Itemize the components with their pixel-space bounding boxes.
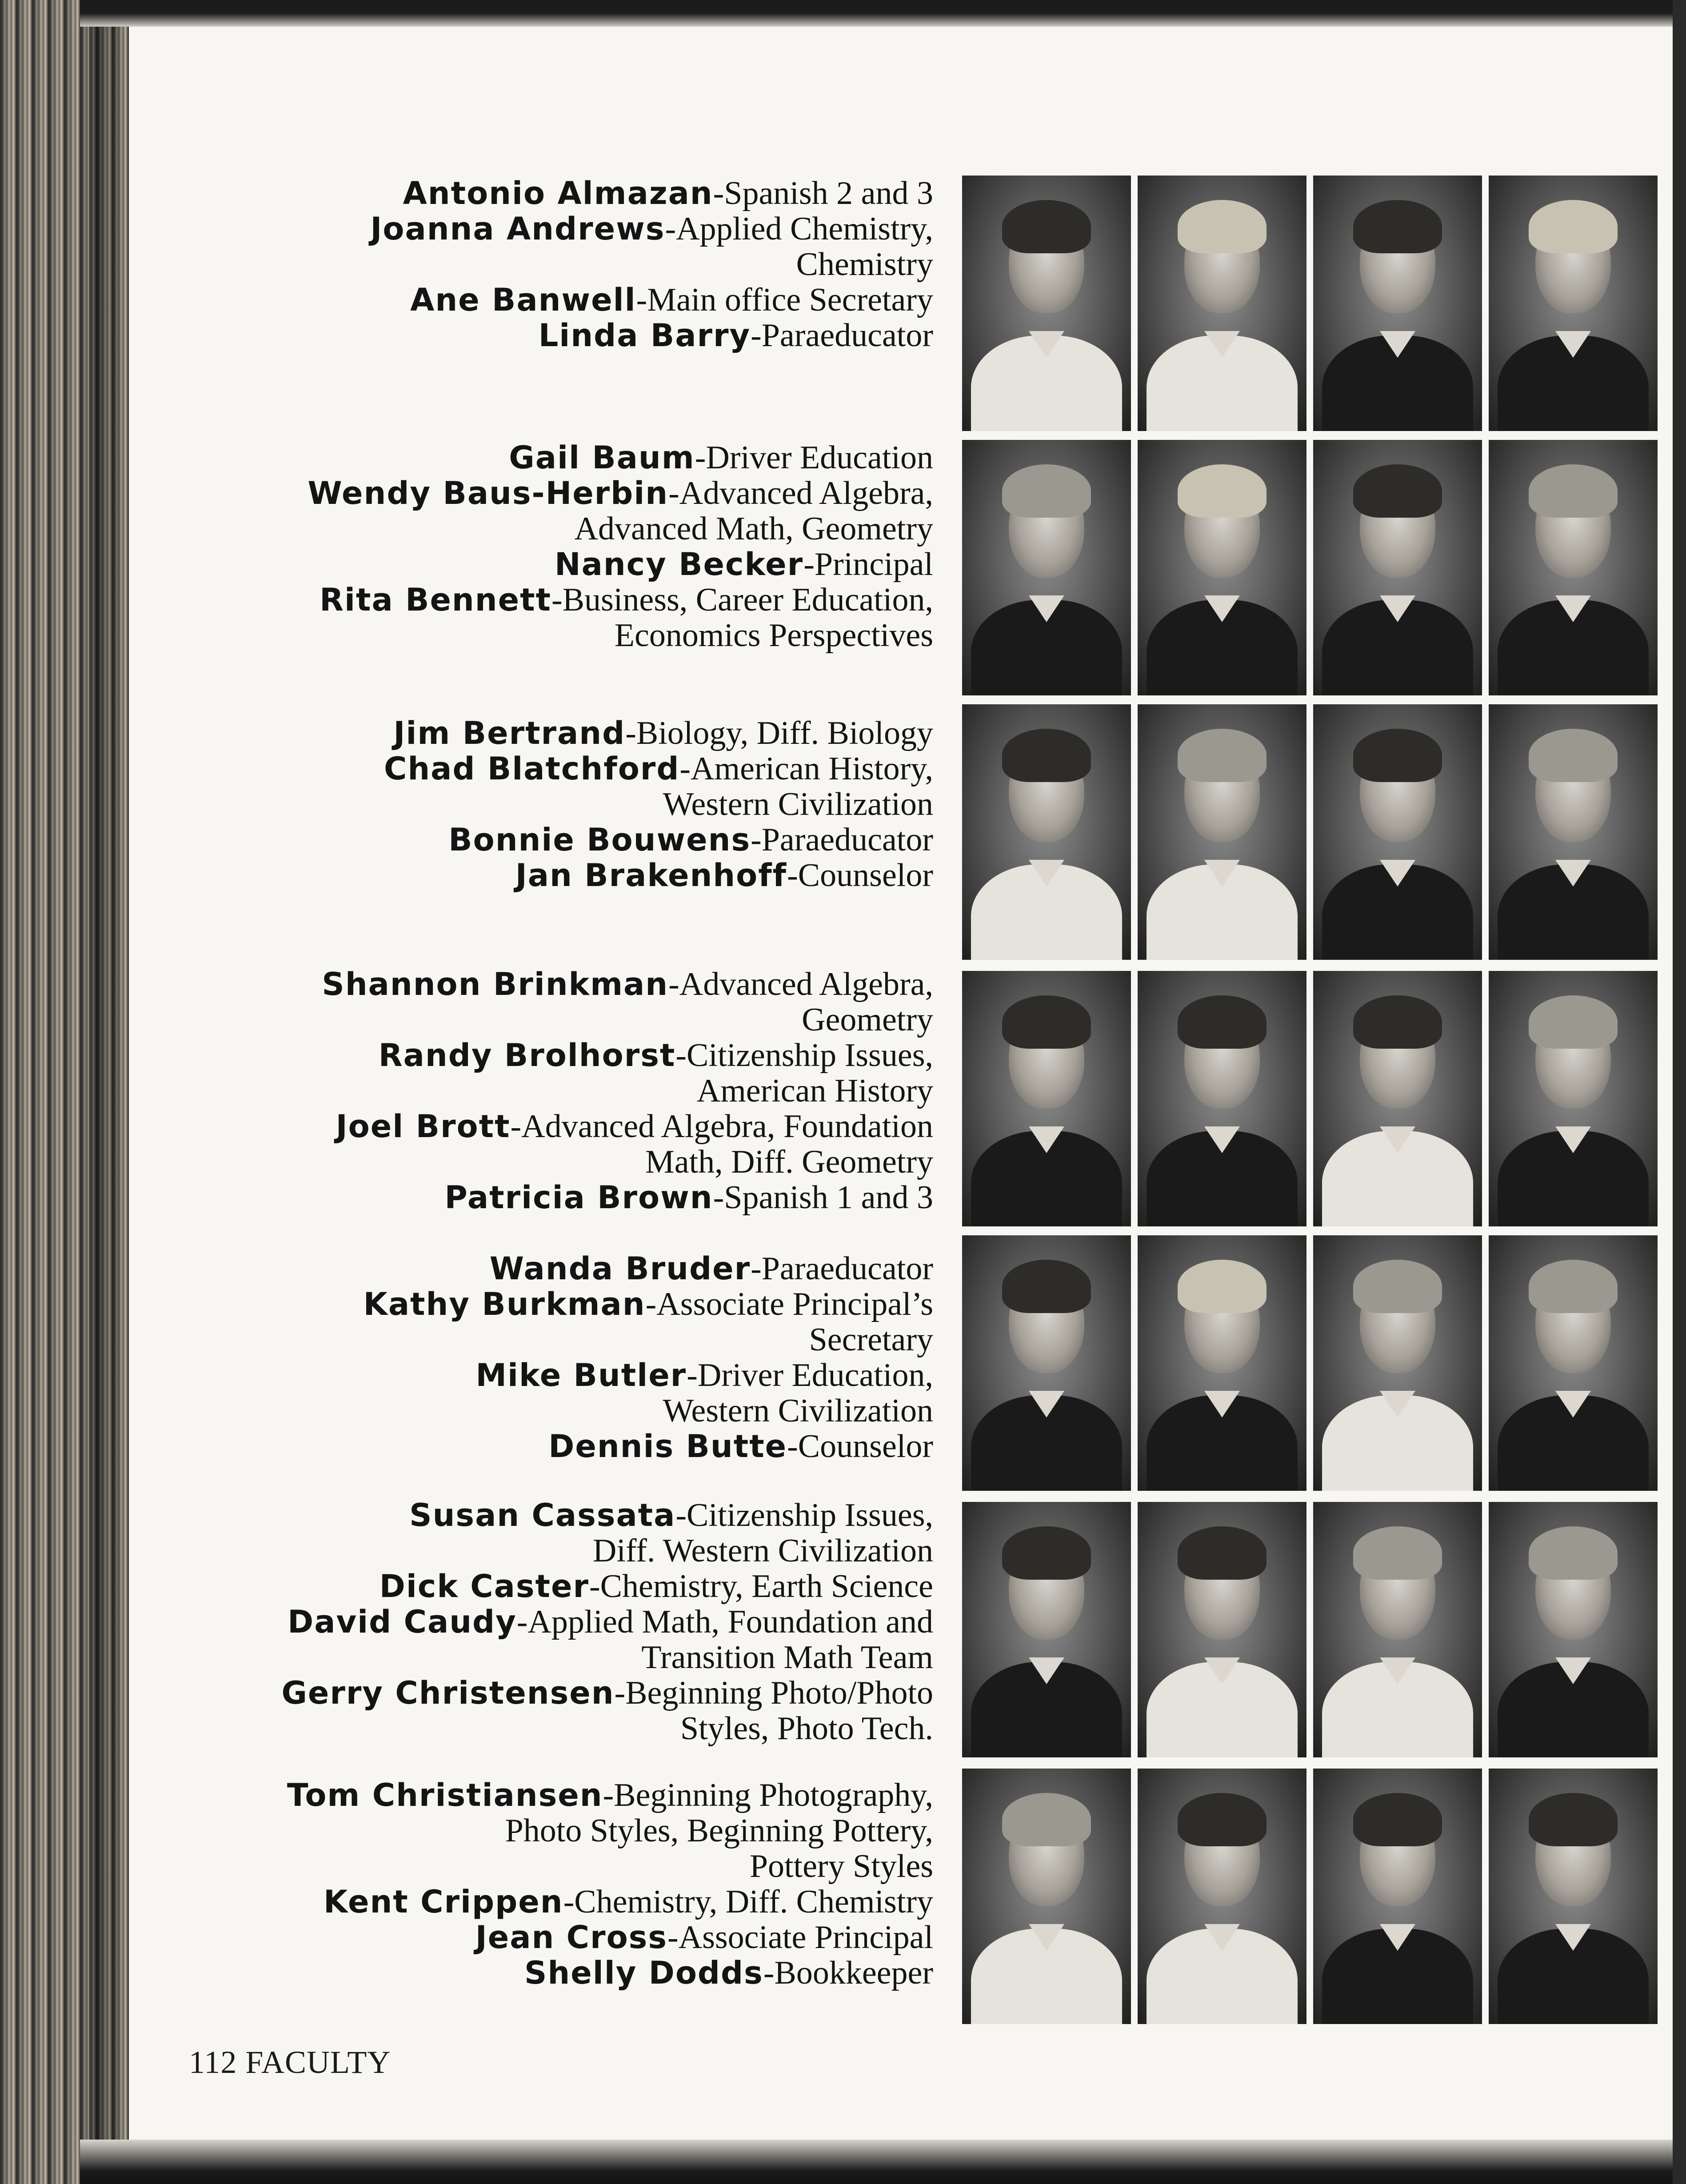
faculty-portrait: [1138, 440, 1306, 695]
faculty-name: Antonio Almazan: [403, 175, 713, 212]
faculty-portrait: [962, 1769, 1131, 2024]
portrait-hair: [1178, 1793, 1266, 1846]
faculty-name: Wendy Baus-Herbin: [308, 475, 669, 511]
faculty-entry: [178, 1604, 933, 1640]
faculty-entry: [178, 1073, 933, 1109]
faculty-subjects: -Spanish 1 and 3: [713, 1179, 933, 1216]
faculty-entry: [178, 1955, 933, 1991]
faculty-entry: [178, 1144, 933, 1180]
faculty-name: Nancy Becker: [555, 546, 804, 583]
portrait-hair: [1178, 200, 1266, 253]
faculty-subjects: Math, Diff. Geometry: [645, 1144, 933, 1180]
faculty-entry: [178, 1497, 933, 1533]
faculty-group: [178, 1777, 933, 1991]
faculty-subjects: -Paraeducator: [751, 317, 933, 354]
faculty-entry: [178, 475, 933, 511]
portrait-hair: [1353, 995, 1442, 1049]
faculty-name: Jan Brakenhoff: [515, 857, 787, 894]
faculty-name: Wanda Bruder: [489, 1250, 751, 1287]
faculty-entry: [178, 1884, 933, 1920]
faculty-entry: [178, 1180, 933, 1215]
faculty-subjects: Styles, Photo Tech.: [680, 1710, 933, 1747]
faculty-group: [178, 440, 933, 653]
faculty-entry: [178, 1109, 933, 1144]
faculty-entry: [178, 582, 933, 618]
right-page-edge: [1673, 0, 1686, 2184]
faculty-portrait: [962, 440, 1131, 695]
faculty-portrait: [1313, 440, 1482, 695]
faculty-entry: [178, 1322, 933, 1358]
faculty-entry: [178, 1393, 933, 1429]
portrait-hair: [1529, 995, 1618, 1049]
faculty-name: Jim Bertrand: [393, 715, 626, 751]
faculty-subjects: -Associate Principal: [667, 1919, 933, 1956]
faculty-portrait: [1489, 1769, 1658, 2024]
faculty-group: [178, 715, 933, 893]
faculty-subjects: -Driver Education: [695, 439, 933, 476]
faculty-portrait: [1313, 971, 1482, 1226]
portrait-hair: [1353, 1526, 1442, 1580]
faculty-subjects: -Counselor: [787, 1428, 933, 1465]
faculty-entry: [178, 1569, 933, 1604]
faculty-subjects: Western Civilization: [663, 786, 933, 822]
faculty-subjects: Geometry: [802, 1002, 933, 1038]
faculty-entry: [178, 966, 933, 1002]
faculty-name: Dick Caster: [379, 1568, 589, 1605]
faculty-entry: [178, 176, 933, 211]
faculty-portrait: [1138, 704, 1306, 960]
bottom-page-edge: [80, 2140, 1686, 2184]
faculty-portrait: [1138, 176, 1306, 431]
faculty-entry: [178, 1711, 933, 1746]
faculty-entry: [178, 511, 933, 547]
faculty-entry: [178, 318, 933, 353]
faculty-subjects: Photo Styles, Beginning Pottery,: [505, 1813, 933, 1849]
faculty-name: Chad Blatchford: [384, 751, 680, 787]
faculty-entry: [178, 1286, 933, 1322]
faculty-subjects: -Applied Chemistry,: [665, 211, 933, 247]
faculty-portrait: [1489, 440, 1658, 695]
portrait-hair: [1178, 1526, 1266, 1580]
faculty-portrait: [1313, 1235, 1482, 1491]
faculty-entry: [178, 547, 933, 582]
faculty-subjects: Pottery Styles: [749, 1848, 933, 1885]
faculty-subjects: -Citizenship Issues,: [675, 1037, 933, 1074]
faculty-subjects: Chemistry: [796, 246, 933, 283]
faculty-entry: [178, 751, 933, 787]
faculty-name: Linda Barry: [538, 317, 751, 354]
faculty-portrait: [1489, 176, 1658, 431]
faculty-portrait: [1489, 971, 1658, 1226]
faculty-portrait: [1313, 704, 1482, 960]
faculty-entry: [178, 1533, 933, 1569]
faculty-subjects: -Business, Career Education,: [551, 582, 933, 618]
portrait-hair: [1002, 1260, 1091, 1313]
spine-shadow: [89, 0, 129, 2184]
portrait-hair: [1002, 1793, 1091, 1846]
faculty-name: Susan Cassata: [409, 1497, 676, 1533]
faculty-portrait: [1489, 704, 1658, 960]
faculty-subjects: Secretary: [809, 1322, 933, 1358]
faculty-name: Ane Banwell: [410, 282, 636, 318]
faculty-portrait: [1313, 176, 1482, 431]
faculty-entry: [178, 1002, 933, 1038]
portrait-hair: [1353, 200, 1442, 253]
faculty-subjects: -Beginning Photography,: [603, 1777, 933, 1813]
faculty-portrait: [1138, 971, 1306, 1226]
faculty-subjects: -Advanced Algebra,: [668, 966, 933, 1002]
faculty-subjects: -Paraeducator: [751, 822, 933, 858]
faculty-subjects: Diff. Western Civilization: [592, 1533, 933, 1569]
faculty-subjects: -Advanced Algebra, Foundation: [510, 1108, 933, 1145]
faculty-subjects: -Main office Secretary: [636, 282, 933, 318]
faculty-entry: [178, 787, 933, 822]
faculty-portrait: [1138, 1235, 1306, 1491]
faculty-subjects: -Chemistry, Diff. Chemistry: [563, 1884, 933, 1920]
faculty-subjects: -Applied Math, Foundation and: [516, 1604, 933, 1640]
faculty-subjects: -Principal: [803, 546, 933, 583]
faculty-portrait: [1138, 1502, 1306, 1757]
faculty-portrait: [962, 971, 1131, 1226]
faculty-group: [178, 1497, 933, 1746]
faculty-name: Dennis Butte: [548, 1428, 787, 1465]
faculty-entry: [178, 1813, 933, 1849]
portrait-hair: [1353, 1793, 1442, 1846]
faculty-name: Shelly Dodds: [524, 1955, 763, 1991]
faculty-portrait: [1489, 1235, 1658, 1491]
faculty-name: Gail Baum: [509, 439, 695, 476]
faculty-portrait: [962, 704, 1131, 960]
portrait-hair: [1002, 1526, 1091, 1580]
portrait-hair: [1178, 995, 1266, 1049]
faculty-entry: [178, 1358, 933, 1393]
faculty-subjects: -Advanced Algebra,: [668, 475, 933, 511]
faculty-group: [178, 176, 933, 353]
portrait-hair: [1002, 464, 1091, 518]
portrait-hair: [1529, 200, 1618, 253]
faculty-subjects: -American History,: [679, 751, 933, 787]
faculty-name: Mike Butler: [475, 1357, 687, 1393]
faculty-subjects: -Associate Principal’s: [645, 1286, 933, 1322]
faculty-portrait: [1138, 1769, 1306, 2024]
portrait-hair: [1353, 1260, 1442, 1313]
portrait-hair: [1353, 464, 1442, 518]
faculty-entry: [178, 1251, 933, 1286]
faculty-subjects: -Bookkeeper: [763, 1955, 933, 1991]
faculty-subjects: -Spanish 2 and 3: [713, 175, 933, 212]
faculty-subjects: -Chemistry, Earth Science: [589, 1568, 933, 1605]
portrait-hair: [1529, 1260, 1618, 1313]
portrait-hair: [1002, 729, 1091, 782]
faculty-entry: [178, 1849, 933, 1884]
faculty-entry: [178, 440, 933, 475]
portrait-hair: [1002, 200, 1091, 253]
faculty-entry: [178, 282, 933, 318]
faculty-entry: [178, 1777, 933, 1813]
faculty-subjects: Advanced Math, Geometry: [574, 511, 933, 547]
faculty-entry: [178, 1920, 933, 1955]
faculty-portrait: [962, 176, 1131, 431]
faculty-group: [178, 966, 933, 1215]
faculty-subjects: Transition Math Team: [641, 1639, 933, 1676]
faculty-name: Jean Cross: [475, 1919, 667, 1956]
faculty-entry: [178, 211, 933, 247]
faculty-name: Randy Brolhorst: [378, 1037, 676, 1074]
faculty-subjects: Western Civilization: [663, 1393, 933, 1429]
faculty-entry: [178, 247, 933, 282]
faculty-name: Joanna Andrews: [370, 211, 665, 247]
faculty-entry: [178, 822, 933, 858]
faculty-portrait: [1313, 1502, 1482, 1757]
faculty-portrait: [962, 1502, 1131, 1757]
portrait-hair: [1178, 464, 1266, 518]
portrait-hair: [1529, 1793, 1618, 1846]
top-page-edge: [80, 0, 1686, 27]
faculty-entry: [178, 1038, 933, 1073]
faculty-entry: [178, 1640, 933, 1675]
faculty-group: [178, 1251, 933, 1464]
portrait-hair: [1178, 729, 1266, 782]
faculty-name: David Caudy: [288, 1604, 517, 1640]
faculty-subjects: -Beginning Photo/Photo: [614, 1675, 933, 1711]
faculty-name: Joel Brott: [336, 1108, 511, 1145]
page-footer: 112 FACULTY: [189, 2044, 391, 2080]
faculty-name: Shannon Brinkman: [322, 966, 669, 1002]
faculty-name: Bonnie Bouwens: [448, 822, 751, 858]
faculty-entry: [178, 715, 933, 751]
portrait-hair: [1529, 729, 1618, 782]
portrait-hair: [1529, 1526, 1618, 1580]
faculty-portrait: [1313, 1769, 1482, 2024]
faculty-entry: [178, 618, 933, 653]
faculty-subjects: -Driver Education,: [687, 1357, 933, 1393]
faculty-subjects: Economics Perspectives: [614, 617, 933, 654]
faculty-portrait: [962, 1235, 1131, 1491]
faculty-name: Tom Christiansen: [287, 1777, 603, 1813]
faculty-subjects: -Citizenship Issues,: [675, 1497, 933, 1533]
portrait-hair: [1178, 1260, 1266, 1313]
faculty-subjects: -Counselor: [787, 857, 933, 894]
faculty-name: Rita Bennett: [320, 582, 551, 618]
portrait-hair: [1002, 995, 1091, 1049]
portrait-hair: [1529, 464, 1618, 518]
faculty-name: Kent Crippen: [323, 1884, 563, 1920]
faculty-portrait: [1489, 1502, 1658, 1757]
faculty-name: Gerry Christensen: [281, 1675, 615, 1711]
faculty-subjects: -Biology, Diff. Biology: [625, 715, 933, 751]
faculty-subjects: -Paraeducator: [751, 1250, 933, 1287]
faculty-entry: [178, 1675, 933, 1711]
portrait-hair: [1353, 729, 1442, 782]
faculty-name: Kathy Burkman: [363, 1286, 646, 1322]
faculty-subjects: American History: [696, 1073, 933, 1109]
faculty-name: Patricia Brown: [444, 1179, 713, 1216]
faculty-entry: [178, 1429, 933, 1464]
faculty-entry: [178, 858, 933, 893]
